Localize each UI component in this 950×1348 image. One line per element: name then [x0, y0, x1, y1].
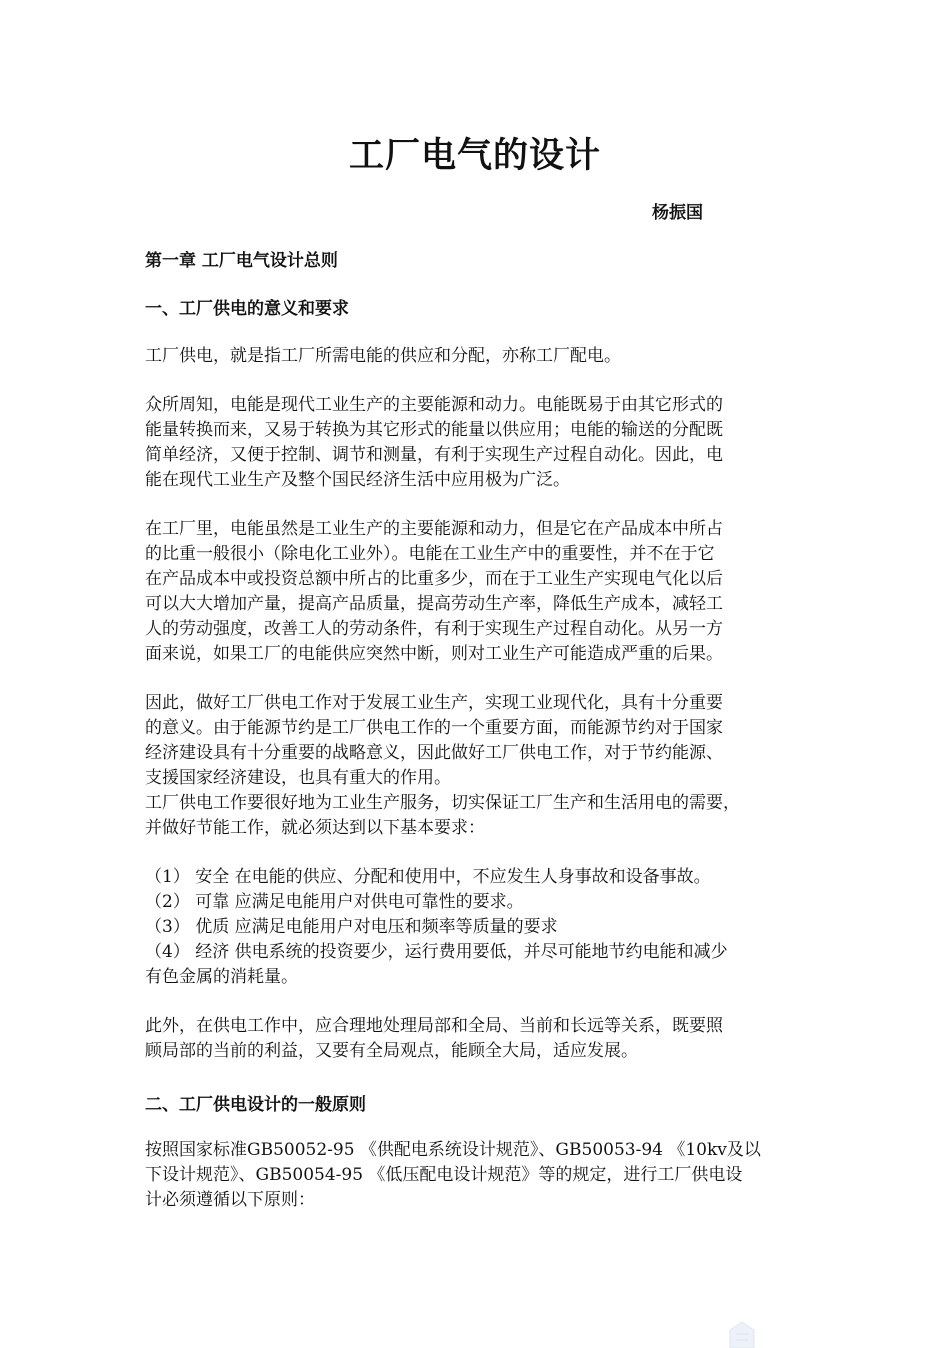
paragraph-line: 并做好节能工作，就必须达到以下基本要求：: [145, 818, 485, 838]
requirement-item: （3） 优质 应满足电能用户对电压和频率等质量的要求: [145, 917, 558, 937]
requirement-item: （4） 经济 供电系统的投资要少，运行费用要低，并尽可能地节约电能和减少: [145, 942, 728, 962]
paragraph-line: 在产品成本中或投资总额中所占的比重多少，而在于工业生产实现电气化以后: [145, 569, 723, 589]
requirement-item: （1） 安全 在电能的供应、分配和使用中，不应发生人身事故和设备事故。: [145, 867, 711, 887]
paragraph-line: 面来说，如果工厂的电能供应突然中断，则对工业生产可能造成严重的后果。: [145, 644, 723, 664]
paragraph-line: 能在现代工业生产及整个国民经济生活中应用极为广泛。: [145, 470, 570, 490]
document-title: 工厂电气的设计: [348, 136, 601, 176]
paragraph-2: [145, 393, 810, 493]
paragraph-line: 能量转换而来，又易于转换为其它形式的能量以供应用；电能的输送的分配既: [145, 420, 723, 440]
requirement-item: （2） 可靠 应满足电能用户对供电可靠性的要求。: [145, 892, 524, 912]
paragraph-3: [145, 517, 810, 667]
section-heading-2: 二、工厂供电设计的一般原则: [145, 1095, 366, 1115]
paragraph-line: 人的劳动强度，改善工人的劳动条件，有利于实现生产过程自动化。从另一方: [145, 619, 723, 639]
paragraph-line: 此外，在供电工作中，应合理地处理局部和全局、当前和长远等关系，既要照: [145, 1016, 723, 1036]
paragraph-line: 支援国家经济建设，也具有重大的作用。: [145, 768, 451, 788]
paragraph-4: [145, 691, 810, 841]
section-heading-1: 一、工厂供电的意义和要求: [145, 299, 349, 319]
chapter-heading: 第一章 工厂电气设计总则: [145, 251, 338, 271]
paragraph-line: 顾局部的当前的利益，又要有全局观点，能顾全大局，适应发展。: [145, 1041, 638, 1061]
paragraph-line: 下设计规范》、GB50054-95 《低压配电设计规范》等的规定，进行工厂供电设: [145, 1165, 743, 1185]
author-name: 杨振国: [652, 203, 703, 223]
requirements-list: [145, 865, 810, 990]
paragraph-line: 按照国家标准GB50052-95 《供配电系统设计规范》、GB50053-94 《10kv及以: [145, 1140, 761, 1160]
paragraph-line: 简单经济，又便于控制、调节和测量，有利于实现生产过程自动化。因此，电: [145, 445, 723, 465]
paragraph-line: 可以大大增加产量，提高产品质量，提高劳动生产率，降低生产成本，减轻工: [145, 594, 723, 614]
paragraph-line: 众所周知，电能是现代工业生产的主要能源和动力。电能既易于由其它形式的: [145, 395, 723, 415]
paragraph-1: [145, 344, 810, 369]
paragraph-line: 的比重一般很小（除电化工业外）。电能在工业生产中的重要性，并不在于它: [145, 544, 715, 564]
paragraph-6: [145, 1138, 810, 1213]
paragraph-line: 工厂供电，就是指工厂所需电能的供应和分配，亦称工厂配电。: [145, 346, 621, 366]
requirement-item: 有色金属的消耗量。: [145, 967, 298, 987]
paragraph-line: 在工厂里，电能虽然是工业生产的主要能源和动力，但是它在产品成本中所占: [145, 519, 723, 539]
paragraph-5: [145, 1014, 810, 1064]
paragraph-line: 计必须遵循以下原则：: [145, 1190, 315, 1210]
paragraph-line: 经济建设具有十分重要的战略意义，因此做好工厂供电工作，对于节约能源、: [145, 743, 723, 763]
paragraph-line: 的意义。由于能源节约是工厂供电工作的一个重要方面，而能源节约对于国家: [145, 718, 723, 738]
paragraph-line: 工厂供电工作要很好地为工业生产服务，切实保证工厂生产和生活用电的需要，: [145, 793, 740, 813]
paragraph-line: 因此，做好工厂供电工作对于发展工业生产，实现工业现代化，具有十分重要: [145, 693, 723, 713]
